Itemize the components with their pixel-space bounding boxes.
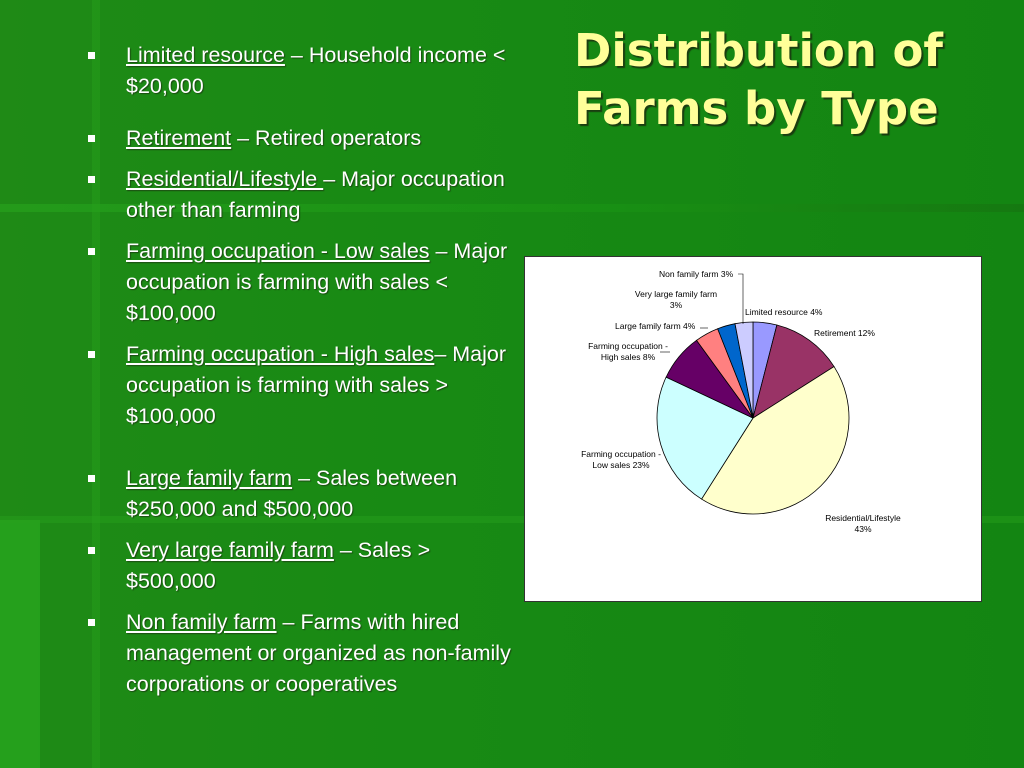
bullet-term: Limited resource — [126, 43, 285, 67]
pie-chart — [525, 257, 981, 601]
bullet-term: Farming occupation - Low sales — [126, 239, 430, 263]
bullet-description: – Retired operators — [231, 126, 422, 150]
square-bullet-icon — [88, 475, 95, 482]
bullet-description: – Major occupation is farming with sales < $100,000 — [126, 239, 508, 325]
bullet-term: Very large family farm — [126, 538, 334, 562]
square-bullet-icon — [88, 176, 95, 183]
bullet-retirement — [88, 123, 518, 154]
bullet-farming-low-sales — [88, 236, 518, 329]
leader-line — [738, 274, 743, 324]
definition-list — [88, 40, 518, 710]
square-bullet-icon — [88, 248, 95, 255]
bullet-description: – Major occupation other than farming — [126, 167, 505, 222]
square-bullet-icon — [88, 351, 95, 358]
square-bullet-icon — [88, 547, 95, 554]
bullet-description: – Household income < $20,000 — [126, 43, 506, 98]
slice-label: Farming occupation - — [588, 341, 668, 351]
bullet-large-family-farm — [88, 463, 518, 525]
slice-label: 43% — [854, 524, 872, 534]
bullet-farming-high-sales — [88, 339, 518, 432]
square-bullet-icon — [88, 619, 95, 626]
pie-chart-panel — [524, 256, 982, 602]
bullet-limited-resource — [88, 40, 518, 102]
slice-label: Large family farm 4% — [615, 321, 696, 331]
bullet-term: Retirement — [126, 126, 232, 150]
slide-title: Distribution of Farms by Type — [574, 24, 943, 135]
bullet-description: – Sales between $250,000 and $500,000 — [126, 466, 458, 521]
slice-label: Farming occupation - — [581, 449, 661, 459]
slice-label: High sales 8% — [600, 352, 656, 362]
bullet-residential-lifestyle — [88, 164, 518, 226]
square-bullet-icon — [88, 135, 95, 142]
slice-label: Retirement 12% — [814, 328, 875, 338]
slice-label: Non family farm 3% — [659, 269, 734, 279]
slice-label: 3% — [669, 300, 683, 310]
bullet-term: Farming occupation - High sales — [126, 342, 435, 366]
background-line-vertical-left — [30, 520, 38, 768]
slice-label: Very large family farm — [634, 289, 718, 299]
bullet-description: – Farms with hired management or organized as non-family corporations or cooperatives — [126, 610, 511, 696]
bullet-very-large-family-farm — [88, 535, 518, 597]
slice-label: Residential/Lifestyle — [825, 513, 901, 523]
slice-label: Low sales 23% — [592, 460, 650, 470]
bullet-term: Residential/Lifestyle — [126, 167, 324, 191]
bullet-description: – Major occupation is farming with sales > $100,000 — [126, 342, 507, 428]
bullet-term: Non family farm — [126, 610, 277, 634]
bullet-description: – Sales > $500,000 — [126, 538, 431, 593]
slice-label: Limited resource 4% — [745, 307, 823, 317]
square-bullet-icon — [88, 52, 95, 59]
bullet-non-family-farm — [88, 607, 518, 700]
bullet-term: Large family farm — [126, 466, 293, 490]
